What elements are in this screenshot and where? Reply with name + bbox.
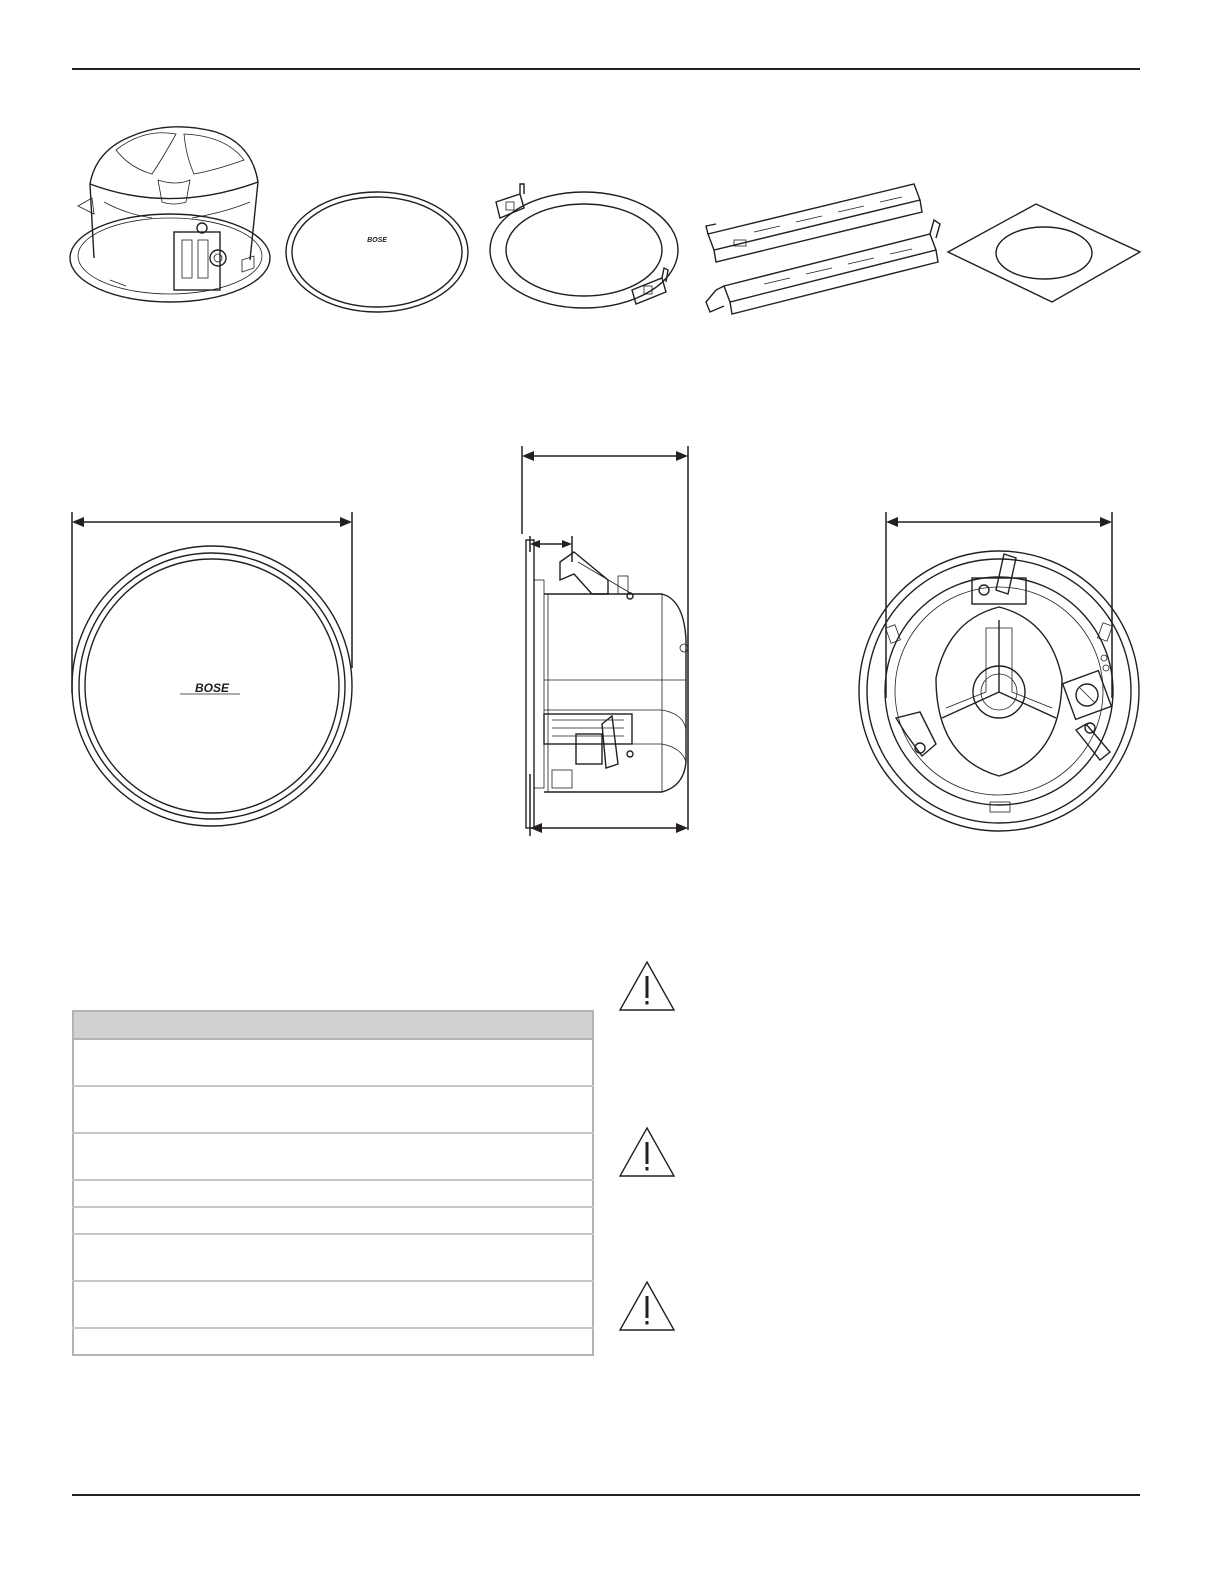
spec-table-row [73, 1207, 593, 1234]
warning-triangle-icon [618, 1280, 676, 1332]
footer-rule [72, 1494, 1140, 1496]
grille-illustration [284, 190, 470, 314]
spec-table-row [73, 1234, 593, 1281]
support-rails-illustration [684, 178, 940, 330]
spec-table-row [73, 1180, 593, 1207]
grille-logo: BOSE [367, 237, 387, 244]
mounting-ring-illustration [484, 178, 684, 314]
spec-table-cell [73, 1086, 593, 1133]
spec-table [72, 1010, 594, 1356]
side-profile-view [512, 444, 698, 840]
spec-table-cell [73, 1328, 593, 1355]
spec-table-row [73, 1328, 593, 1355]
warning-triangle-icon [618, 1126, 676, 1178]
rear-open-view [850, 508, 1150, 838]
spec-table-header [73, 1011, 593, 1039]
header-rule [72, 68, 1140, 70]
spec-table-row [73, 1133, 593, 1180]
front-logo: BOSE [194, 681, 230, 695]
warning-triangle-icon [618, 960, 676, 1012]
spec-table-cell [73, 1039, 593, 1086]
spec-table-row [73, 1039, 593, 1086]
speaker-perspective-illustration [66, 110, 276, 315]
spec-table-cell [73, 1281, 593, 1328]
spec-table-cell [73, 1234, 593, 1281]
spec-table-cell [73, 1133, 593, 1180]
spec-table-row [73, 1281, 593, 1328]
spec-table-row [73, 1086, 593, 1133]
square-template-illustration [944, 202, 1144, 306]
spec-table-cell [73, 1207, 593, 1234]
spec-table-cell [73, 1180, 593, 1207]
front-grille-view [62, 508, 362, 838]
